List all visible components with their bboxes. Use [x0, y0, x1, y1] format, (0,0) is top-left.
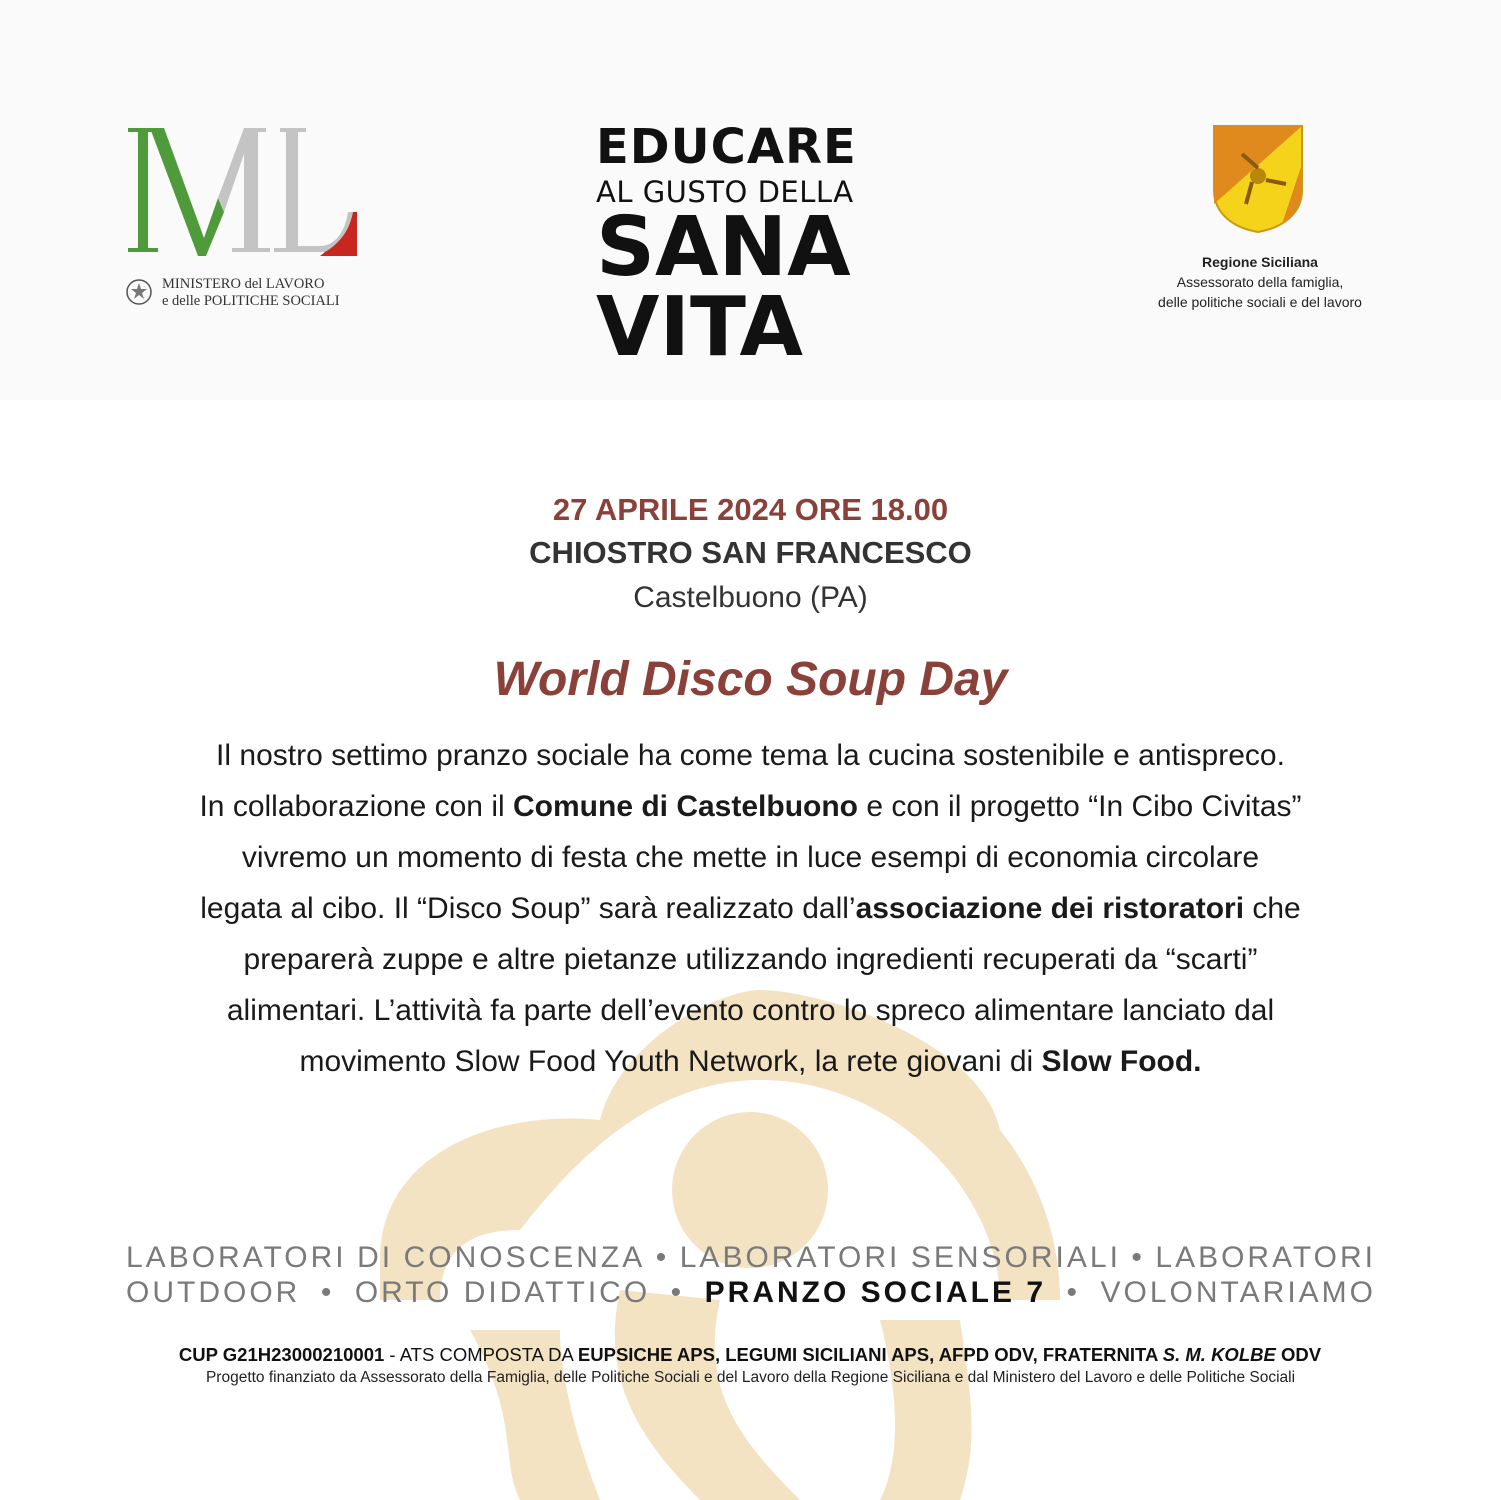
description-bold: Slow Food. — [1041, 1045, 1202, 1078]
activity-separator: • — [1066, 1276, 1081, 1309]
activity-word: CONOSCENZA — [403, 1241, 646, 1274]
title-line3: SANA — [596, 200, 851, 295]
description-line4 — [110, 883, 1391, 934]
event-city: Castelbuono (PA) — [633, 581, 868, 614]
event-place: CHIOSTRO SAN FRANCESCO — [529, 535, 972, 570]
event-info — [0, 490, 1501, 620]
cup-credits — [120, 1343, 1380, 1367]
activity-pranzo-sociale: PRANZO SOCIALE 7 — [704, 1276, 1047, 1309]
cup-code: CUP G21H23000210001 — [178, 1344, 385, 1365]
activity-word: SENSORIALI — [910, 1241, 1121, 1274]
description-text: legata al cibo. Il “Disco Soup” sarà realizzato dall’ — [200, 892, 856, 925]
description-line7 — [110, 1036, 1391, 1087]
description-line5: preparerà zuppe e altre pietanze utilizzando ingredienti recuperati da “scarti” — [243, 943, 1258, 976]
description-line6: alimentari. L’attività fa parte dell’evento contro lo spreco alimentare lanciato dal — [226, 994, 1275, 1027]
ministry-caption-line2: e delle POLITICHE SOCIALI — [162, 293, 340, 309]
italy-emblem-icon — [125, 278, 153, 306]
campaign-title — [596, 118, 908, 375]
activity-word: DI — [357, 1241, 394, 1274]
region-line3: delle politiche sociali e del lavoro — [1158, 294, 1362, 310]
region-caption — [1130, 252, 1390, 312]
activity-word: LABORATORI — [1155, 1241, 1376, 1274]
cup-partner-kolbe: S. M. KOLBE — [1162, 1344, 1276, 1365]
event-title: World Disco Soup Day — [493, 653, 1008, 706]
description-line2 — [110, 781, 1391, 832]
cup-partners: EUPSICHE APS, LEGUMI SICILIANI APS, AFPD ODV, FRATERNITA — [577, 1344, 1163, 1365]
funding-note: Progetto finanziato da Assessorato della Famiglia, delle Politiche Sociali e del Lavoro della Regione Siciliana e dal Ministero del Lavoro e delle Politiche Sociali — [205, 1369, 1296, 1386]
activity-separator: • — [1131, 1241, 1145, 1274]
event-description — [110, 730, 1391, 1087]
description-line1: Il nostro settimo pranzo sociale ha come tema la cucina sostenibile e antispreco. — [216, 739, 1285, 772]
region-name: Regione Siciliana — [1202, 254, 1318, 270]
description-text: movimento Slow Food Youth Network, la rete giovani di — [299, 1045, 1042, 1078]
activities-row2 — [126, 1275, 1376, 1310]
activity-separator: • — [320, 1276, 335, 1309]
description-line3: vivremo un momento di festa che mette in luce esempi di economia circolare — [241, 841, 1260, 874]
activities-list — [126, 1240, 1376, 1310]
description-text: In collaborazione con il — [199, 790, 513, 823]
regione-siciliana-crest-icon — [1212, 124, 1304, 234]
title-line2: AL GUSTO DELLA — [596, 175, 854, 209]
event-date: 27 APRILE 2024 ORE 18.00 — [552, 492, 949, 527]
activity-outdoor: OUTDOOR — [126, 1276, 301, 1309]
activity-orto-didattico: ORTO DIDATTICO — [354, 1276, 651, 1309]
cup-text: - ATS COMPOSTA DA — [384, 1344, 578, 1365]
ministry-caption-line1: MINISTERO del LAVORO — [162, 276, 325, 292]
activity-word: LABORATORI — [679, 1241, 901, 1274]
activities-row1 — [126, 1240, 1376, 1275]
cup-suffix: ODV — [1275, 1344, 1322, 1365]
activity-volontariamo: VOLONTARIAMO — [1100, 1276, 1376, 1309]
description-text: che — [1244, 892, 1301, 925]
activity-separator: • — [655, 1241, 670, 1274]
region-line2: Assessorato della famiglia, — [1176, 274, 1344, 290]
title-line1: EDUCARE — [596, 119, 857, 175]
description-text: e con il progetto “In Cibo Civitas” — [858, 790, 1302, 823]
description-bold: associazione dei ristoratori — [855, 892, 1245, 925]
activity-word: LABORATORI — [126, 1241, 347, 1274]
description-bold: Comune di Castelbuono — [513, 790, 858, 823]
title-line4: VITA — [596, 280, 804, 375]
activity-separator: • — [670, 1276, 685, 1309]
ministry-caption — [162, 276, 340, 310]
